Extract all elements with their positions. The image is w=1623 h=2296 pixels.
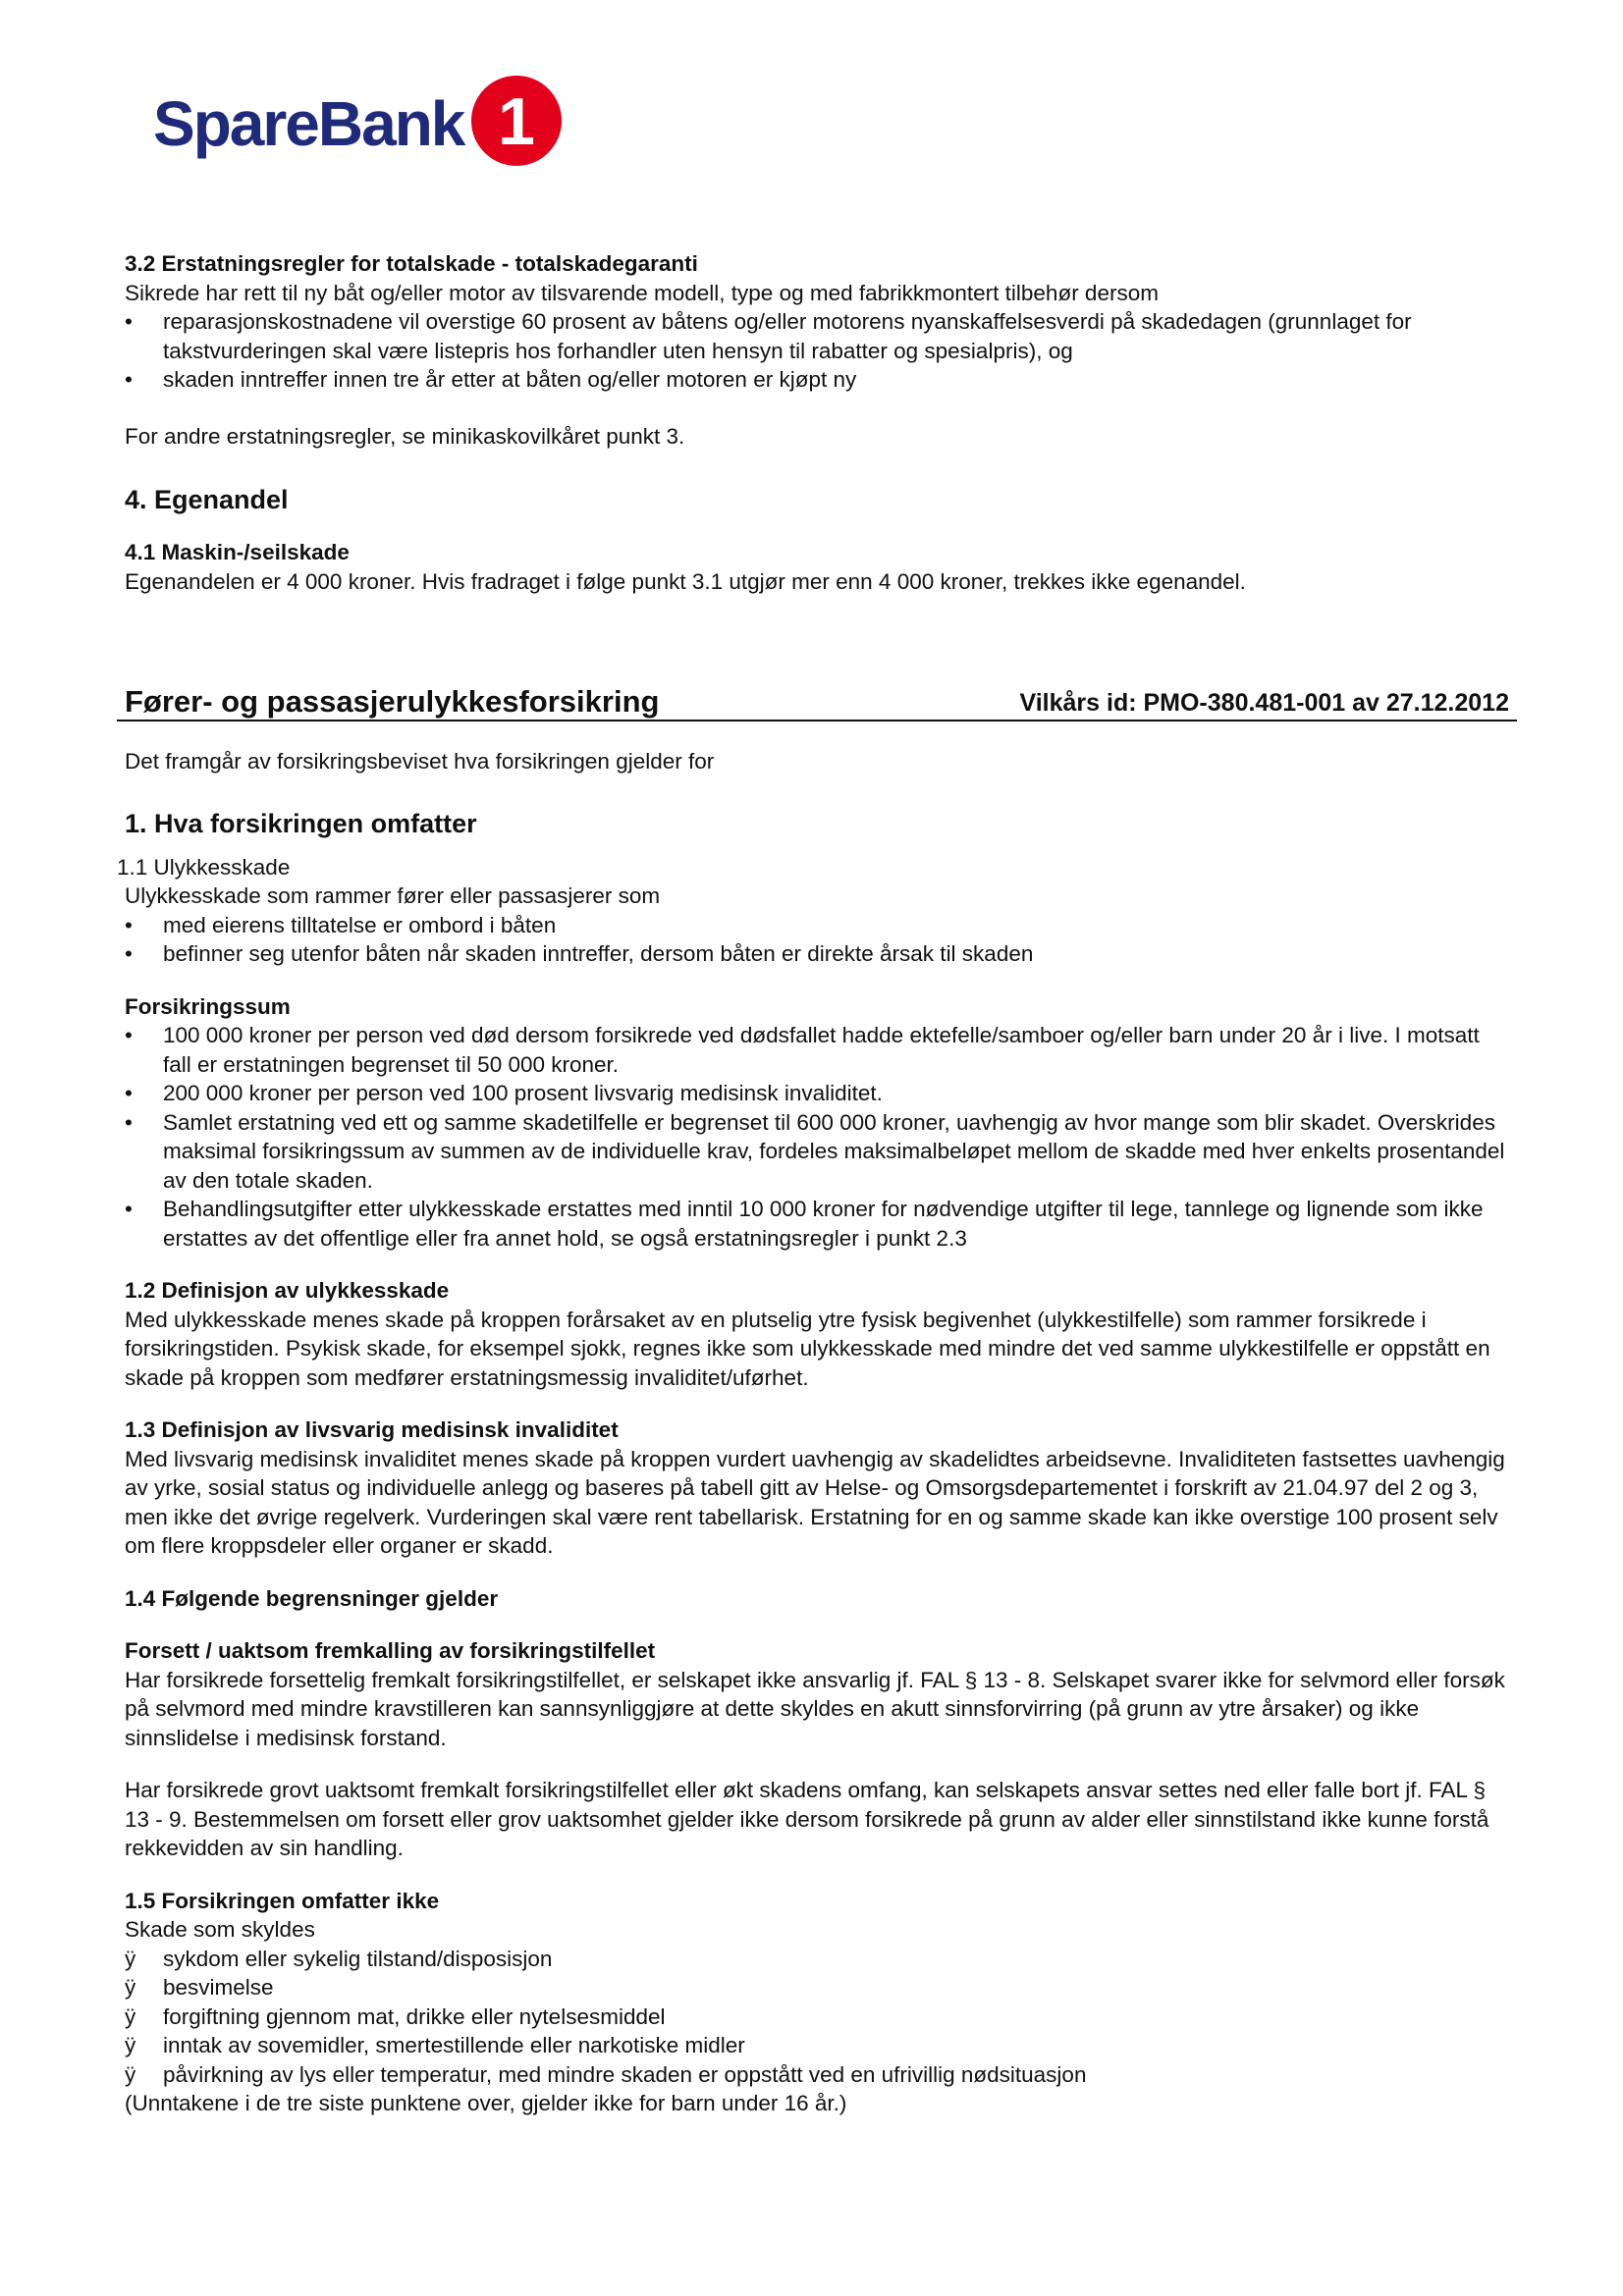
heading-1-5: 1.5 Forsikringen omfatter ikke [125, 1888, 440, 1913]
bullet-marker: • [125, 1023, 133, 1047]
heading-forsett: Forsett / uaktsom fremkalling av forsikringstilfellet [125, 1638, 656, 1663]
s4-text: Egenandelen er 4 000 kroner. Hvis fradraget i følge punkt 3.1 utgjør mer enn 4 000 kroner, trekkes ikke egenandel. [125, 568, 1246, 594]
list-item: • Behandlingsutgifter etter ulykkesskade erstattes med inntil 10 000 kroner for nødvendige utgifter til lege, tannlege og lignende som ikke erstattes av det offentlige eller fra annet hold, se også erstatningsregler i punkt 2.3 [125, 1197, 1484, 1251]
heading-4: 4. Egenandel [125, 485, 289, 514]
list-item: • med eierens tilltatelse er ombord i båten [125, 911, 1509, 940]
heading-1-3: 1.3 Definisjon av livsvarig medisinsk invaliditet [125, 1417, 619, 1442]
logo-mark-digit: 1 [498, 84, 536, 159]
bullet-marker: • [125, 1197, 133, 1221]
logo-text: SpareBank [153, 88, 464, 159]
sparebank1-logo [153, 75, 566, 173]
section-intro: Det framgår av forsikringsbeviset hva forsikringen gjelder for [125, 749, 715, 774]
list-item: • 100 000 kroner per person ved død dersom forsikrede ved dødsfallet hadde ektefelle/samboer og/eller barn under 20 år i live. I motsatt fall er erstatningen begrenset til 50 000 kroner. [125, 1023, 1480, 1077]
section-title: Fører- og passasjerulykkesforsikring [125, 683, 660, 719]
heading-1-2: 1.2 Definisjon av ulykkesskade [125, 1278, 450, 1303]
list-item: • skaden inntreffer innen tre år etter at båten og/eller motoren er kjøpt ny [125, 365, 1509, 395]
s15-note: (Unntakene i de tre siste punktene over, gjelder ikke for barn under 16 år.) [125, 2091, 847, 2115]
s32-bullet-list [125, 307, 1509, 395]
s13-text: Med livsvarig medisinsk invaliditet menes skade på kroppen vurdert uavhengig av skadelidtes arbeidsevne. Invaliditeten fastsettes uavhengig av yrke, sosial status og individuelle anlegg og baseres på tabell gitt av Helse- og Omsorgsdepartementet i forskrift av 21.04.97 del 2 og 3, men ikke det øvrige regelverk. Vurderingen skal være rent tabellarisk. Erstatning for en og samme skade kan ikke overstige 100 prosent selv om flere kroppsdeler eller organer er skadd. [125, 1446, 1505, 1558]
list-item: ÿ forgiftning gjennom mat, drikke eller nytelsesmiddel [125, 2002, 1509, 2032]
bullet-marker: • [125, 1109, 133, 1135]
bullet-marker: • [125, 309, 133, 334]
list-item: ÿ inntak av sovemidler, smertestillende eller narkotiske midler [125, 2031, 1509, 2060]
forsett-p1: Har forsikrede forsettelig fremkalt forsikringstilfellet, er selskapet ikke ansvarlig jf. FAL § 13 - 8. Selskapet svarer ikke for selvmord eller forsøk på selvmord med mindre kravstilleren kan sannsynliggjøre at dette skyldes en akutt sinnsforvirring (på grunn av ytre årsaker) og ikke sinnslidelse i medisinsk forstand. [125, 1667, 1505, 1750]
list-item: ÿ påvirkning av lys eller temperatur, med mindre skaden er oppstått ved en ufrivillig nødsituasjon [125, 2060, 1509, 2090]
heading-3-2: 3.2 Erstatningsregler for totalskade - totalskadegaranti [125, 251, 698, 276]
logo-mark [467, 72, 566, 170]
heading-4-1: 4.1 Maskin-/seilskade [125, 540, 350, 564]
list-marker: ÿ [125, 2003, 136, 2029]
heading-1-1: 1.1 Ulykkesskade [117, 854, 291, 880]
s32-note: For andre erstatningsregler, se minikaskovilkåret punkt 3. [125, 423, 685, 449]
bullet-marker: • [125, 941, 133, 966]
list-item: • Samlet erstatning ved ett og samme skadetilfelle er begrenset til 600 000 kroner, uavhengig av hvor mange som blir skadet. Overskrides maksimal forsikringssum av summen av de individuelle krav, fordeles maksimalbeløpet mellom de skadde med hver enkelts prosentandel av den totale skaden. [125, 1109, 1505, 1193]
s15-list [125, 1945, 1509, 2090]
list-item: ÿ besvimelse [125, 1973, 1509, 2002]
forsett-p2: Har forsikrede grovt uaktsomt fremkalt forsikringstilfellet eller økt skadens omfang, kan selskapets ansvar settes ned eller falle bort jf. FAL § 13 - 9. Bestemmelsen om forsett eller grov uaktsomhet gjelder ikke dersom forsikrede på grunn av alder eller sinnstilstand ikke kunne forstå rekkevidden av sin handling. [125, 1778, 1489, 1860]
s11-bullet-list [125, 911, 1509, 969]
list-marker: ÿ [125, 2061, 136, 2087]
list-marker: ÿ [125, 1946, 136, 1971]
list-item: • befinner seg utenfor båten når skaden inntreffer, dersom båten er direkte årsak til skaden [125, 939, 1509, 969]
bullet-marker: • [125, 1081, 133, 1105]
bullet-marker: • [125, 367, 133, 392]
document-body [117, 249, 1509, 2118]
list-item: ÿ sykdom eller sykelig tilstand/disposisjon [125, 1945, 1509, 1974]
list-marker: ÿ [125, 2033, 136, 2057]
s12-text: Med ulykkesskade menes skade på kroppen forårsaket av en plutselig ytre fysisk begivenhet (ulykkestilfelle) som rammer forsikrede i forsikringstiden. Psykisk skade, for eksempel sjokk, regnes ikke som ulykkesskade med mindre det ved samme ulykkestilfelle er oppstått en skade på kroppen som medfører erstatningsmessig invaliditet/uførhet. [125, 1307, 1490, 1390]
heading-forsikringssum: Forsikringssum [125, 993, 291, 1019]
terms-id: Vilkårs id: PMO-380.481-001 av 27.12.2012 [1019, 688, 1509, 717]
s15-intro: Skade som skyldes [125, 1917, 315, 1942]
fs-bullet-list [125, 1021, 1509, 1253]
list-item: • reparasjonskostnadene vil overstige 60 prosent av båtens og/eller motorens nyanskaffelsesverdi på skadedagen (grunnlaget for takstvurderingen skal være listepris hos forhandler uten hensyn til rabatter og spesialpris), og [125, 309, 1412, 363]
heading-1-4: 1.4 Følgende begrensninger gjelder [125, 1585, 499, 1611]
list-marker: ÿ [125, 1975, 136, 2000]
heading-1: 1. Hva forsikringen omfatter [125, 808, 477, 838]
s11-text: Ulykkesskade som rammer fører eller passasjerer som [125, 883, 661, 908]
list-item: • 200 000 kroner per person ved 100 prosent livsvarig medisinsk invaliditet. [125, 1079, 1509, 1108]
section-title-bar [117, 680, 1517, 721]
bullet-marker: • [125, 912, 133, 937]
s32-intro: Sikrede har rett til ny båt og/eller motor av tilsvarende modell, type og med fabrikkmontert tilbehør dersom [125, 280, 1159, 305]
